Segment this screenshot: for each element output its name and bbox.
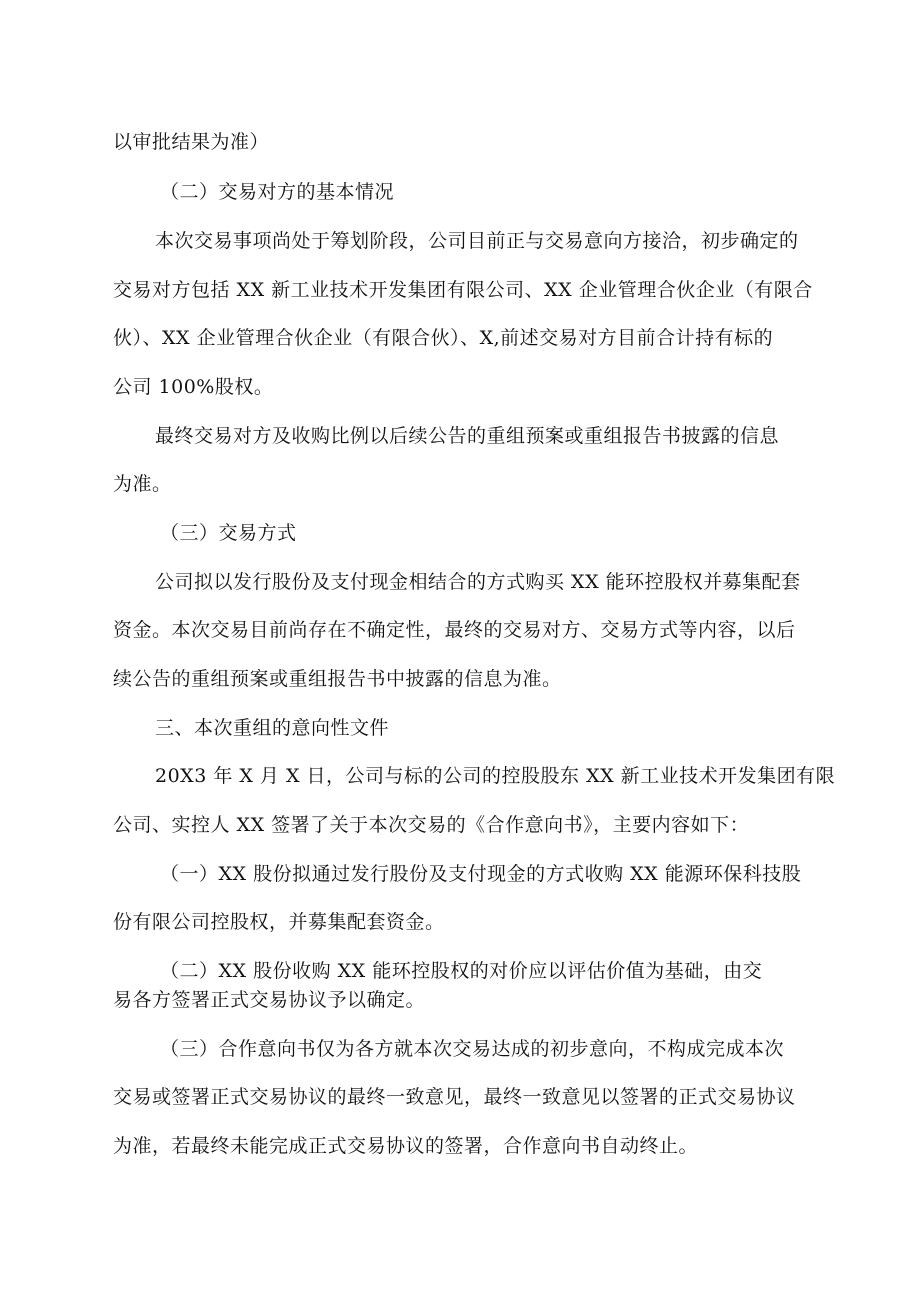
section-heading-method: （三）交易方式	[160, 522, 297, 544]
text-line-17: 份有限公司控股权，并募集配套资金。	[113, 911, 445, 933]
text-line-19: 易各方签署正式交易协议予以确定。	[113, 989, 426, 1011]
text-line-18: （二）XX 股份收购 XX 能环控股权的对价应以评估价值为基础，由交	[160, 960, 763, 982]
text-line-8: 为准。	[113, 473, 172, 495]
text-line-5: 伙）、XX 企业管理合伙企业（有限合伙）、X,前述交易对方目前合计持有标的	[113, 327, 774, 349]
text-line-11: 资金。本次交易目前尚存在不确定性，最终的交易对方、交易方式等内容，以后	[113, 619, 796, 641]
text-line-10: 公司拟以发行股份及支付现金相结合的方式购买 XX 能环控股权并募集配套	[155, 571, 801, 593]
text-line-6: 公司 100%股权。	[113, 376, 274, 398]
section-heading-intent-docs: 三、本次重组的意向性文件	[155, 717, 390, 739]
section-heading-counterparty: （二）交易对方的基本情况	[160, 181, 395, 203]
text-line-7: 最终交易对方及收购比例以后续公告的重组预案或重组报告书披露的信息	[155, 425, 780, 447]
text-line-14: 20X3 年 X 月 X 日，公司与标的公司的控股股东 XX 新工业技术开发集团有限	[155, 765, 836, 787]
text-line-16: （一）XX 股份拟通过发行股份及支付现金的方式收购 XX 能源环保科技股	[160, 863, 802, 885]
text-line-12: 续公告的重组预案或重组报告书中披露的信息为准。	[113, 668, 562, 690]
text-line-1: 以审批结果为准）	[113, 131, 270, 153]
text-line-4: 交易对方包括 XX 新工业技术开发集团有限公司、XX 企业管理合伙企业（有限合	[113, 279, 813, 301]
text-line-21: 交易或签署正式交易协议的最终一致意见，最终一致意见以签署的正式交易协议	[113, 1086, 796, 1108]
text-line-20: （三）合作意向书仅为各方就本次交易达成的初步意向，不构成完成本次	[160, 1038, 785, 1060]
text-line-3: 本次交易事项尚处于筹划阶段，公司目前正与交易意向方接洽，初步确定的	[155, 230, 799, 252]
text-line-15: 公司、实控人 XX 签署了关于本次交易的《合作意向书》，主要内容如下：	[113, 814, 750, 836]
text-line-22: 为准，若最终未能完成正式交易协议的签署，合作意向书自动终止。	[113, 1135, 699, 1157]
